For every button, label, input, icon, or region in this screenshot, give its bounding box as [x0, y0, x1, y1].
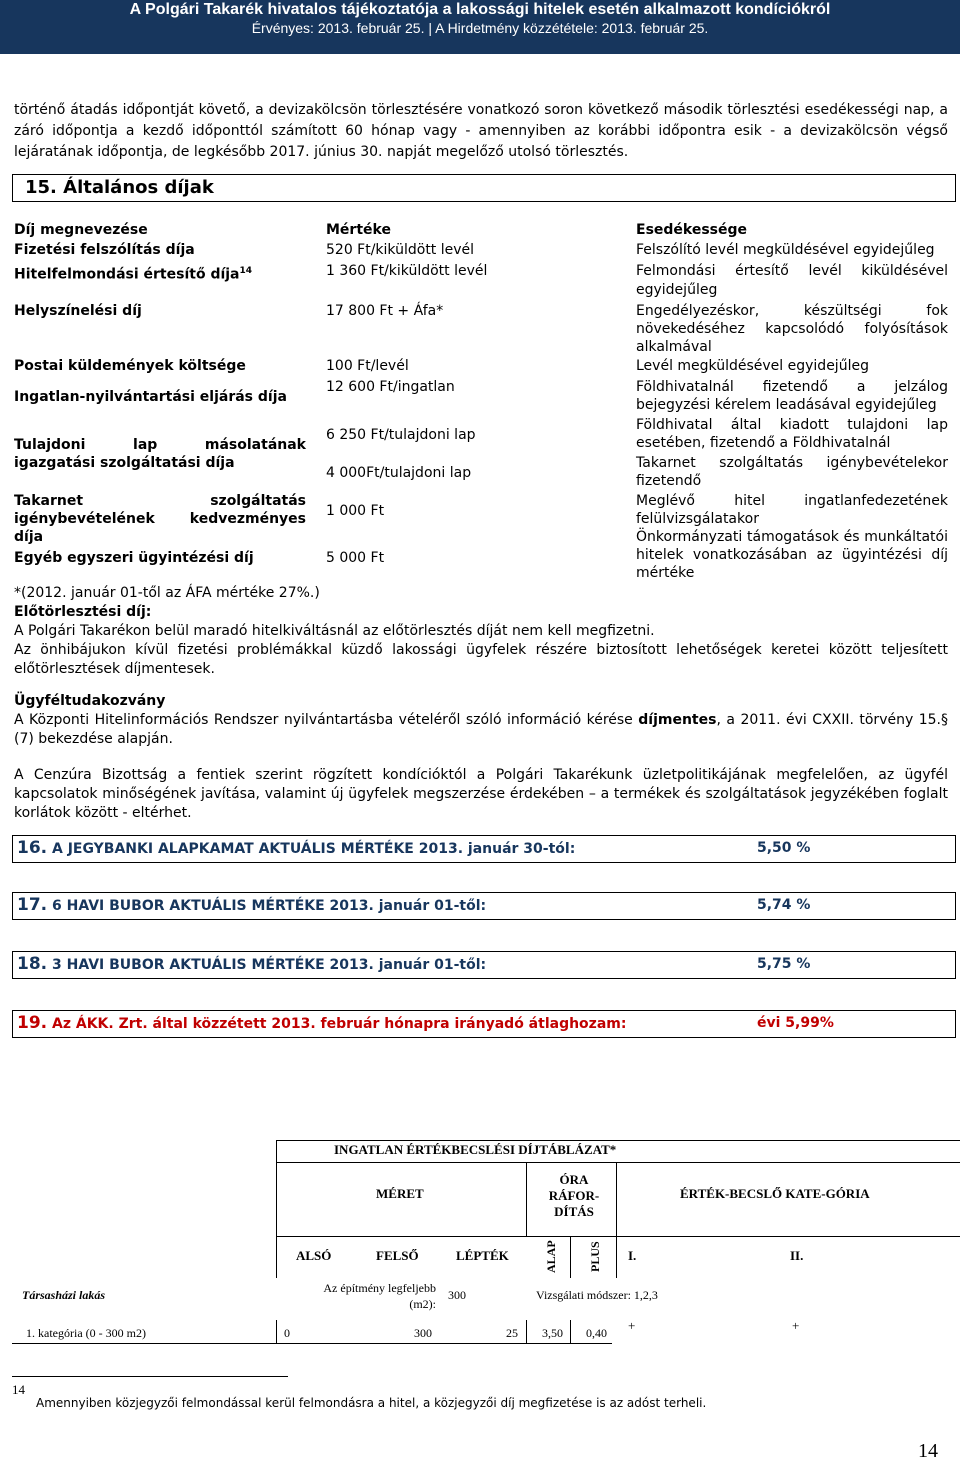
- section-15-box: [12, 174, 956, 202]
- appraisal-cat-felso: 300: [414, 1326, 432, 1340]
- prepay-text-2: Az önhibájukon kívül fizetési problémákkal küzdő lakossági ügyfelek részére biztosított lehetőségek keretei között teljesített előtörlesztések díjmentesek.: [14, 642, 948, 677]
- fees-notes: [14, 584, 948, 679]
- appraisal-sub-felso: FELSŐ: [376, 1248, 419, 1263]
- appraisal-row-max: 300: [448, 1288, 466, 1302]
- appraisal-col-ora: ÓRA RÁFOR-DÍTÁS: [548, 1172, 600, 1219]
- appraisal-cat-ii: +: [792, 1318, 800, 1333]
- notice-text: A Központi Hitelinformációs Rendszer nyilvántartásba vételéről szóló információ kérése díjmentes, a 2011. évi CXXII. törvény 15.§ (7) bekezdése alapján.: [14, 712, 948, 747]
- rate-value-18: 5,75 %: [757, 956, 811, 972]
- rate-value-16: 5,50 %: [757, 840, 811, 856]
- appraisal-sub-i: I.: [628, 1248, 637, 1263]
- appraisal-table: [0, 1140, 960, 1350]
- table-row: Fizetési felszólítás díja 520 Ft/kiküldött levél Felszólító levél megküldésével egyidejűleg: [14, 242, 935, 258]
- rate-value-17: 5,74 %: [757, 897, 811, 913]
- fees-header-row: [14, 222, 950, 242]
- cenzura-paragraph: A Cenzúra Bizottság a fentiek szerint rögzített kondícióktól a Polgári Takarékunk üzletpolitikájának megfelelően, az ügyfél kapcsolatok minőségének javítása, valamint új ügyfelek megszerzése érdekében – a termékek és szolgáltatások jegyzékében foglalt korlátok között - eltérhet.: [14, 767, 948, 821]
- appraisal-col-meret: MÉRET: [376, 1186, 424, 1201]
- table-row: Hitelfelmondási értesítő díja$^{14}$ 1 360 Ft/kiküldött levél Felmondási értesítő levél kiküldésével egyidejűleg: [14, 263, 948, 298]
- footnote-number: 14: [12, 1382, 25, 1397]
- page-number: 14: [918, 1440, 938, 1462]
- table-row: Ingatlan-nyilvántartási eljárás díja 12 600 Ft/ingatlan Földhivatalnál fizetendő a jelzálog bejegyzési kérelem leadásával egyidejűleg: [14, 379, 948, 413]
- rate-box-18: 18. 3 HAVI BUBOR AKTUÁLIS MÉRTÉKE 2013. január 01-től: 5,75 %: [12, 951, 956, 979]
- section-15-title: 15. Általános díjak: [25, 177, 214, 198]
- appraisal-sub-plus: PLUS: [588, 1241, 602, 1273]
- prepay-text-1: A Polgári Takarékon belül maradó hitelkiváltásnál az előtörlesztés díját nem kell megfizetni.: [14, 623, 655, 639]
- appraisal-cat-alap: 3,50: [542, 1326, 563, 1340]
- header-validity: Érvényes: 2013. február 25. | A Hirdetmény közzététele: 2013. február 25.: [251, 20, 709, 36]
- table-row: Takarnet szolgáltatás igénybevételének kedvezményes díja 1 000 Ft Meglévő hitel ingatlanfedezetének felülvizsgálatakor: [14, 493, 948, 545]
- fees-header-name: Díj megnevezése: [14, 222, 148, 238]
- appraisal-cat-also: 0: [284, 1326, 290, 1340]
- appraisal-sub-also: ALSÓ: [296, 1248, 332, 1263]
- fees-table: [14, 222, 950, 586]
- vat-note: *(2012. január 01-től az ÁFA mértéke 27%.): [14, 585, 320, 601]
- appraisal-sub-ii: II.: [790, 1248, 804, 1263]
- appraisal-col-ertekbecslo: ÉRTÉK-BECSLŐ KATE-GÓRIA: [680, 1186, 870, 1201]
- footnote-rule: [12, 1376, 288, 1377]
- footnote-text: Amennyiben közjegyzői felmondással kerül felmondásra a hitel, a közjegyzői díj megfizetése is az adóst terheli.: [36, 1396, 707, 1410]
- notice-title: Ügyféltudakozvány: [14, 693, 166, 709]
- appraisal-row-method: Vizsgálati módszer: 1,2,3: [536, 1288, 658, 1302]
- table-row: Postai küldemények költsége 100 Ft/levél Levél megküldésével egyidejűleg: [14, 358, 869, 374]
- fees-header-due: Esedékessége: [636, 222, 748, 238]
- intro-paragraph: történő átadás időpontját követő, a devizakölcsön törlesztésére vonatkozó soron következő második törlesztési esedékességi nap, a záró időpontja a kezdő időponttól számított 60 hónap vagy - amennyiben az korábbi időpontra esik - a devizakölcsön végső lejáratának időpontja, de legkésőbb 2017. június 30. napját megelőző utolsó törlesztés.: [14, 102, 948, 160]
- page-header: [0, 0, 960, 54]
- rate-value-19: évi 5,99%: [757, 1015, 834, 1031]
- appraisal-row-label: Társasházi lakás: [22, 1288, 106, 1302]
- appraisal-sub-lepték: LÉPTÉK: [456, 1248, 509, 1263]
- appraisal-cat-label: 1. kategória (0 - 300 m2): [26, 1326, 146, 1340]
- rate-box-19: 19. Az ÁKK. Zrt. által közzétett 2013. február hónapra irányadó átlaghozam: évi 5,99%: [12, 1010, 956, 1038]
- appraisal-cat-lepték: 25: [506, 1326, 518, 1340]
- prepay-title: Előtörlesztési díj:: [14, 604, 152, 620]
- fees-header-amount: Mértéke: [326, 222, 391, 238]
- appraisal-cat-i: +: [628, 1318, 636, 1333]
- appraisal-cat-plus: 0,40: [586, 1326, 607, 1340]
- notice-block: [14, 692, 948, 749]
- table-row: Egyéb egyszeri ügyintézési díj 5 000 Ft Önkormányzati támogatások és munkáltatói hitelek vonatkozásában az ügyintézési díj mértéke: [14, 529, 948, 581]
- table-row: Helyszínelési díj 17 800 Ft + Áfa* Engedélyezéskor, készültségi fok növekedéséhez kapcsolódó folyósítások alkalmával: [14, 303, 948, 355]
- appraisal-row-note: Az építmény legfeljebb (m2):: [323, 1281, 436, 1311]
- header-title: A Polgári Takarék hivatalos tájékoztatója a lakossági hitelek esetén alkalmazott kondíciókról: [129, 1, 831, 18]
- rate-box-16: 16. A JEGYBANKI ALAPKAMAT AKTUÁLIS MÉRTÉKE 2013. január 30-tól: 5,50 %: [12, 835, 956, 863]
- appraisal-sub-alap: ALAP: [544, 1240, 558, 1274]
- rate-box-17: 17. 6 HAVI BUBOR AKTUÁLIS MÉRTÉKE 2013. január 01-től: 5,74 %: [12, 892, 956, 920]
- table-row: Tulajdoni lap másolatának igazgatási szolgáltatási díja 6 250 Ft/tulajdoni lap Földhivatal által kiadott tulajdoni lap esetében, fizetendő a Földhivatalnál 4 000Ft/tulajdoni lap Takarnet szolgáltatás igénybevételekor fizetendő: [14, 417, 948, 489]
- appraisal-title: INGATLAN ÉRTÉKBECSLÉSI DÍJTÁBLÁZAT*: [334, 1142, 617, 1157]
